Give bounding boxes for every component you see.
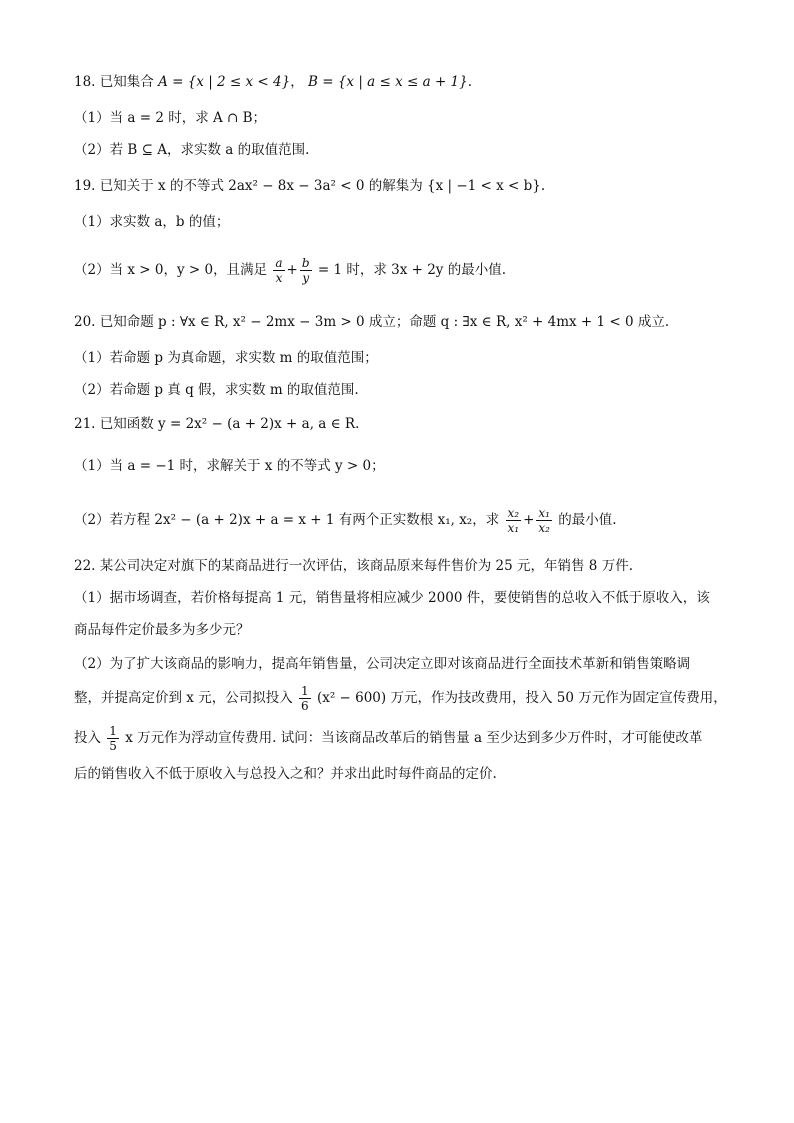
- q22-part2-line2-prefix: 整，并提高定价到 x 元，公司拟投入: [74, 690, 293, 706]
- q22-part2-line3: [74, 724, 702, 753]
- fraction-b-over-y: [300, 256, 312, 285]
- fraction-denominator: x: [275, 271, 283, 285]
- q19-part2: （2）当 x > 0，y > 0，且满足 $\frac{a}{x}$ + $\frac{b}{y}$ = 1 时，求 3x + 2y 的最小值.: [74, 256, 507, 285]
- fraction-one-sixth: [299, 684, 311, 713]
- q22-stem: 22. 某公司决定对旗下的某商品进行一次评估，该商品原来每件售价为 25 元，年销售 8 万件.: [74, 558, 633, 574]
- q21-part2-prefix: （2）若方程 2x² − (a + 2)x + a = x + 1 有两个正实数根 x₁, x₂，求: [74, 512, 500, 528]
- q22-part2-line4: 后的销售收入不低于原收入与总投入之和？并求出此时每件商品的定价.: [74, 766, 497, 782]
- fraction-denominator: 6: [301, 699, 309, 713]
- fraction-denominator: y: [302, 271, 310, 285]
- q22-part2-line2: [74, 684, 727, 713]
- q18-stem: 18. 已知集合 A = {x | 2 ≤ x < 4}， B = {x | a ≤ x ≤ a + 1}.: [74, 74, 473, 90]
- q22-part2-line1: （2）为了扩大该商品的影响力，提高年销售量，公司决定立即对该商品进行全面技术革新和销售策略调: [74, 656, 691, 672]
- fraction-numerator: x₁: [538, 506, 550, 520]
- fraction-numerator: b: [301, 256, 310, 270]
- fraction-x2-over-x1: [506, 506, 522, 535]
- q21-part2-suffix: 的最小值.: [558, 512, 617, 528]
- q19-stem: 19. 已知关于 x 的不等式 2ax² − 8x − 3a² < 0 的解集为 {x | −1 < x < b}.: [74, 178, 546, 194]
- q22-part1-line1: （1）据市场调查，若价格每提高 1 元，销售量将相应减少 2000 件，要使销售的总收入不低于原收入，该: [74, 590, 710, 606]
- fraction-a-over-x: [273, 256, 284, 285]
- q20-part2: （2）若命题 p 真 q 假，求实数 m 的取值范围.: [74, 382, 359, 398]
- q18-part1: （1）当 a = 2 时，求 A ∩ B；: [74, 110, 267, 126]
- fraction-one-fifth: [107, 724, 119, 753]
- fraction-denominator: x₁: [507, 521, 520, 535]
- q22-part1-line2: 商品每件定价最多为多少元？: [74, 622, 250, 638]
- fraction-denominator: 5: [109, 739, 117, 753]
- fraction-numerator: a: [275, 256, 283, 270]
- q18-stem-prefix: 18. 已知集合: [74, 74, 154, 90]
- q21-stem: 21. 已知函数 y = 2x² − (a + 2)x + a, a ∈ R.: [74, 416, 360, 432]
- fraction-x1-over-x2: [536, 506, 552, 535]
- q20-stem: 20. 已知命题 p : ∀x ∈ R, x² − 2mx − 3m > 0 成立；命题 q : ∃x ∈ R, x² + 4mx + 1 < 0 成立.: [74, 314, 670, 330]
- q18-set-a: A = {x | 2 ≤ x < 4}: [158, 74, 291, 90]
- q22-part2-line3-suffix: x 万元作为浮动宣传费用. 试问：当该商品改革后的销售量 a 至少达到多少万件时，才可能使改革: [125, 730, 703, 746]
- q19-part1: （1）求实数 a，b 的值；: [74, 214, 230, 230]
- q22-part2-line3-prefix: 投入: [74, 730, 101, 746]
- q19-part2-suffix: = 1 时，求 3x + 2y 的最小值.: [317, 262, 507, 278]
- q21-part1: （1）当 a = −1 时，求解关于 x 的不等式 y > 0；: [74, 458, 385, 474]
- fraction-numerator: 1: [301, 684, 309, 698]
- fraction-numerator: x₂: [507, 506, 520, 520]
- q22-part2-line2-suffix: (x² − 600) 万元，作为技改费用，投入 50 万元作为固定宣传费用，: [316, 690, 727, 706]
- q18-part2: （2）若 B ⊆ A，求实数 a 的取值范围.: [74, 142, 310, 158]
- q18-set-b: B = {x | a ≤ x ≤ a + 1}: [308, 74, 468, 90]
- fraction-numerator: 1: [109, 724, 117, 738]
- q20-part1: （1）若命题 p 为真命题，求实数 m 的取值范围；: [74, 350, 378, 366]
- q19-part2-prefix: （2）当 x > 0，y > 0，且满足: [74, 262, 268, 278]
- q21-part2: （2）若方程 2x² − (a + 2)x + a = x + 1 有两个正实数根 x₁, x₂，求 $\frac{\text{x₂}}{\text{x₁}}$ + $\frac{\text{x₁}}{\text{x₂}}$ 的最小值.: [74, 506, 617, 535]
- fraction-denominator: x₂: [538, 521, 550, 535]
